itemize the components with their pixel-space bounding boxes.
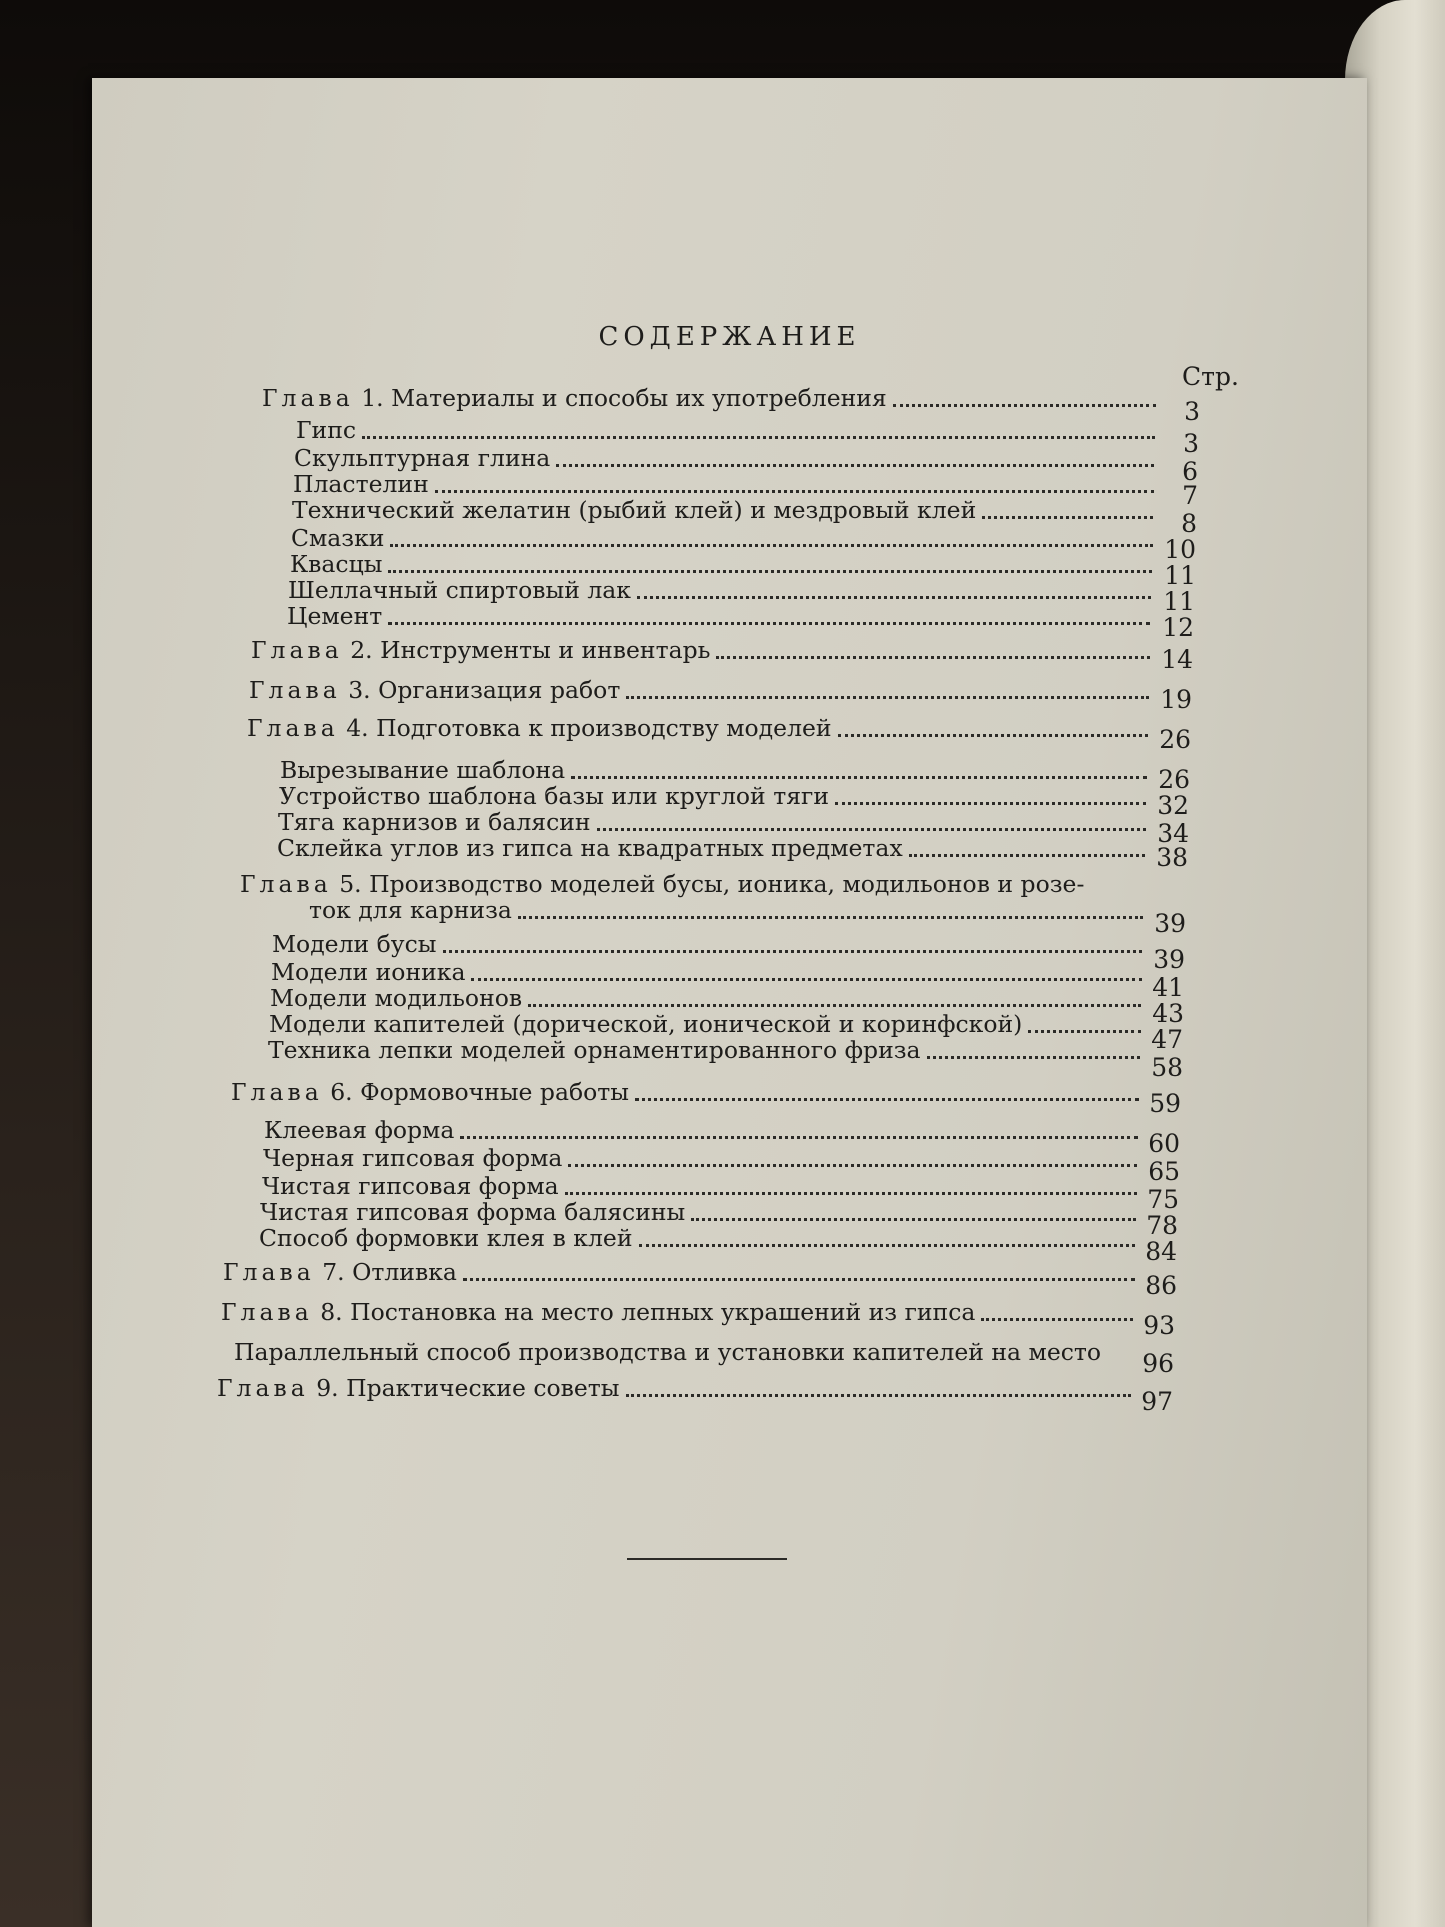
- toc-entry-text: 1. Материалы и способы их употребления: [353, 384, 887, 412]
- page-number-text: 11: [1164, 561, 1196, 590]
- chapter-word: Глава: [247, 714, 339, 742]
- leader-dots: [835, 801, 1146, 805]
- toc-section-row: [268, 1036, 1146, 1064]
- toc-section-row: [291, 524, 1159, 552]
- toc-chapter-row: [217, 1374, 1137, 1402]
- chapter-word: Глава: [223, 1258, 315, 1286]
- page-number-text: 14: [1161, 645, 1193, 674]
- toc-entry-text: 2. Инструменты и инвентарь: [342, 636, 711, 664]
- page-number-text: 84: [1145, 1237, 1177, 1266]
- page-number-text: 12: [1162, 613, 1194, 642]
- toc-title: СОДЕРЖАНИЕ: [598, 322, 861, 352]
- toc-entry-label: [247, 714, 832, 742]
- page-number-text: 43: [1152, 999, 1184, 1028]
- toc-entry-text: Скульптурная глина: [294, 444, 551, 472]
- page-number-text: 7: [1182, 481, 1198, 510]
- page-number-text: 8: [1181, 509, 1197, 538]
- toc-section-row: [277, 834, 1151, 862]
- toc-section-row: [278, 808, 1152, 836]
- leader-dots: [443, 949, 1143, 953]
- toc-entry-label: [296, 416, 356, 444]
- closing-rule: [627, 1558, 787, 1560]
- toc-entry-text: 5. Производство моделей бусы, ионика, модильонов и розе-: [331, 870, 1085, 898]
- leader-dots: [981, 1317, 1133, 1321]
- leader-dots: [691, 1217, 1136, 1221]
- toc-entry-text: Склейка углов из гипса на квадратных предметах: [277, 834, 903, 862]
- toc-section-row: [293, 470, 1160, 498]
- toc-chapter-row: [221, 1298, 1139, 1326]
- toc-entry-text: Модели капителей (дорической, ионической и коринфской): [269, 1010, 1023, 1038]
- page-number-text: 3: [1184, 397, 1200, 426]
- page-number-text: 39: [1153, 945, 1185, 974]
- toc-entry-label: [249, 676, 620, 704]
- toc-entry-text: 9. Практические советы: [308, 1374, 620, 1402]
- toc-entry-label: [294, 444, 550, 472]
- page-number-text: 34: [1157, 819, 1189, 848]
- toc-entry-label: [293, 470, 429, 498]
- page-number-text: 32: [1157, 791, 1189, 820]
- page-number-text: 58: [1151, 1053, 1183, 1082]
- leader-dots: [893, 403, 1156, 407]
- toc-chapter-row: [262, 384, 1162, 412]
- leader-dots: [463, 1277, 1135, 1281]
- page-number-text: 41: [1152, 973, 1184, 1002]
- toc-entry-label: [223, 1258, 457, 1286]
- toc-entry-text: Черная гипсовая форма: [263, 1144, 563, 1172]
- toc-section-row: [260, 1198, 1142, 1226]
- leader-dots: [556, 463, 1154, 467]
- toc-content: [92, 78, 1367, 1927]
- leader-dots: [597, 827, 1146, 831]
- toc-entry-label: [270, 984, 522, 1012]
- toc-entry-text: Параллельный способ производства и установки капителей на место: [234, 1338, 1102, 1366]
- leader-dots: [637, 595, 1151, 599]
- chapter-word: Глава: [262, 384, 354, 412]
- toc-entry-label: [264, 1116, 454, 1144]
- leader-dots: [518, 915, 1143, 919]
- leader-dots: [388, 621, 1150, 625]
- page-number-text: 39: [1154, 909, 1186, 938]
- toc-entry-text: 3. Организация работ: [340, 676, 621, 704]
- leader-dots: [626, 695, 1149, 699]
- toc-entry-text: Вырезывание шаблона: [280, 756, 566, 784]
- toc-chapter-row: [251, 636, 1156, 664]
- leader-dots: [982, 515, 1153, 519]
- toc-section-row: [287, 602, 1156, 630]
- toc-entry-text: Пластелин: [293, 470, 429, 498]
- page-number-text: 26: [1158, 765, 1190, 794]
- toc-entry-label: [309, 896, 512, 924]
- toc-entry-label: [287, 602, 382, 630]
- toc-entry-text: Техника лепки моделей орнаментированного фриза: [268, 1036, 921, 1064]
- leader-dots: [471, 977, 1142, 981]
- toc-section-row: [288, 576, 1157, 604]
- leader-dots: [927, 1055, 1140, 1059]
- toc-section-row: [271, 958, 1148, 986]
- page-number-text: 65: [1148, 1157, 1180, 1186]
- toc-entry-label: [231, 1078, 629, 1106]
- toc-entry-text: Технический желатин (рыбий клей) и мездровый клей: [292, 496, 977, 524]
- toc-section-row: [234, 1338, 1138, 1366]
- leader-dots: [838, 733, 1148, 737]
- toc-entry-text: Клеевая форма: [264, 1116, 455, 1144]
- toc-entry-label: [240, 870, 1084, 898]
- toc-section-row: [272, 930, 1148, 958]
- toc-entry-label: [272, 930, 437, 958]
- toc-entry-label: [221, 1298, 975, 1326]
- leader-dots: [362, 435, 1155, 439]
- chapter-word: Глава: [251, 636, 343, 664]
- toc-entry-label: [217, 1374, 620, 1402]
- toc-entry-label: [279, 782, 829, 810]
- page-number-text: 11: [1163, 587, 1195, 616]
- toc-section-row: [279, 782, 1152, 810]
- leader-dots: [435, 489, 1154, 493]
- toc-chapter-row: [240, 870, 1150, 898]
- book-page: [92, 78, 1367, 1927]
- page-number-text: 96: [1142, 1349, 1174, 1378]
- page-number-text: 26: [1159, 725, 1191, 754]
- toc-entry-text: Квасцы: [290, 550, 383, 578]
- toc-chapter-row: [231, 1078, 1145, 1106]
- toc-section-row: [296, 416, 1161, 444]
- page-number-text: 93: [1143, 1311, 1175, 1340]
- toc-entry-label: [271, 958, 465, 986]
- toc-entry-text: Способ формовки клея в клей: [259, 1224, 633, 1252]
- toc-entry-label: [277, 834, 903, 862]
- page-number-text: 10: [1164, 535, 1196, 564]
- page-number-text: 47: [1151, 1025, 1183, 1054]
- toc-entry-text: 6. Формовочные работы: [322, 1078, 629, 1106]
- toc-entry-label: [259, 1224, 633, 1252]
- page-number-text: 6: [1182, 457, 1198, 486]
- toc-entry-label: [291, 524, 384, 552]
- toc-entry-text: Модели бусы: [272, 930, 437, 958]
- leader-dots: [571, 775, 1147, 779]
- toc-entry-label: [262, 1172, 559, 1200]
- page-number-text: 60: [1148, 1129, 1180, 1158]
- toc-section-row: [259, 1224, 1141, 1252]
- toc-entry-text: Шеллачный спиртовый лак: [288, 576, 631, 604]
- toc-entry-label: [292, 496, 976, 524]
- toc-entry-label: [290, 550, 382, 578]
- toc-entry-text: 4. Подготовка к производству моделей: [338, 714, 832, 742]
- toc-entry-label: [280, 756, 565, 784]
- leader-dots: [565, 1191, 1137, 1195]
- toc-entry-text: 7. Отливка: [314, 1258, 457, 1286]
- toc-entry-text: Смазки: [291, 524, 385, 552]
- toc-entry-text: Устройство шаблона базы или круглой тяги: [279, 782, 829, 810]
- page-number-text: 86: [1145, 1271, 1177, 1300]
- leader-dots: [528, 1003, 1141, 1007]
- page-number-text: 97: [1141, 1387, 1173, 1416]
- toc-entry-text: Тяга карнизов и балясин: [278, 808, 591, 836]
- leader-dots: [909, 853, 1145, 857]
- page-column-header: Стр.: [1182, 362, 1239, 391]
- toc-entry-text: Цемент: [287, 602, 383, 630]
- toc-entry-text: Чистая гипсовая форма: [262, 1172, 559, 1200]
- toc-section-row: [309, 896, 1149, 924]
- leader-dots: [626, 1393, 1132, 1397]
- toc-section-row: [263, 1144, 1143, 1172]
- toc-entry-text: Модели ионика: [271, 958, 466, 986]
- leader-dots: [635, 1097, 1139, 1101]
- toc-entry-label: [263, 1144, 562, 1172]
- toc-entry-text: Модели модильонов: [270, 984, 523, 1012]
- page-number-text: 78: [1146, 1211, 1178, 1240]
- page-number-text: 3: [1183, 429, 1199, 458]
- toc-entry-text: Гипс: [296, 416, 357, 444]
- page-number-text: 75: [1147, 1185, 1179, 1214]
- leader-dots: [388, 569, 1152, 573]
- toc-entry-label: [260, 1198, 685, 1226]
- toc-section-row: [280, 756, 1153, 784]
- toc-section-row: [294, 444, 1160, 472]
- toc-chapter-row: [247, 714, 1154, 742]
- chapter-word: Глава: [231, 1078, 323, 1106]
- toc-section-row: [270, 984, 1147, 1012]
- page-number-text: 59: [1149, 1089, 1181, 1118]
- toc-entry-text: Чистая гипсовая форма балясины: [260, 1198, 686, 1226]
- toc-entry-text: ток для карниза: [309, 896, 512, 924]
- toc-chapter-row: [223, 1258, 1141, 1286]
- chapter-word: Глава: [217, 1374, 309, 1402]
- leader-dots: [390, 543, 1153, 547]
- toc-entry-text: 8. Постановка на место лепных украшений из гипса: [312, 1298, 976, 1326]
- toc-section-row: [290, 550, 1158, 578]
- toc-section-row: [269, 1010, 1147, 1038]
- leader-dots: [716, 655, 1150, 659]
- toc-entry-label: [268, 1036, 921, 1064]
- leader-dots: [568, 1163, 1137, 1167]
- page-number-text: 38: [1156, 843, 1188, 872]
- toc-chapter-row: [249, 676, 1155, 704]
- page-number-text: 19: [1160, 685, 1192, 714]
- toc-section-row: [264, 1116, 1144, 1144]
- toc-entry-label: [288, 576, 631, 604]
- toc-entry-label: [234, 1338, 1101, 1366]
- chapter-word: Глава: [221, 1298, 313, 1326]
- toc-entry-label: [251, 636, 710, 664]
- chapter-word: Глава: [240, 870, 332, 898]
- toc-entry-label: [278, 808, 591, 836]
- leader-dots: [460, 1135, 1138, 1139]
- toc-entry-label: [269, 1010, 1022, 1038]
- toc-section-row: [292, 496, 1159, 524]
- leader-dots: [639, 1243, 1136, 1247]
- toc-section-row: [262, 1172, 1143, 1200]
- toc-entry-label: [262, 384, 887, 412]
- chapter-word: Глава: [249, 676, 341, 704]
